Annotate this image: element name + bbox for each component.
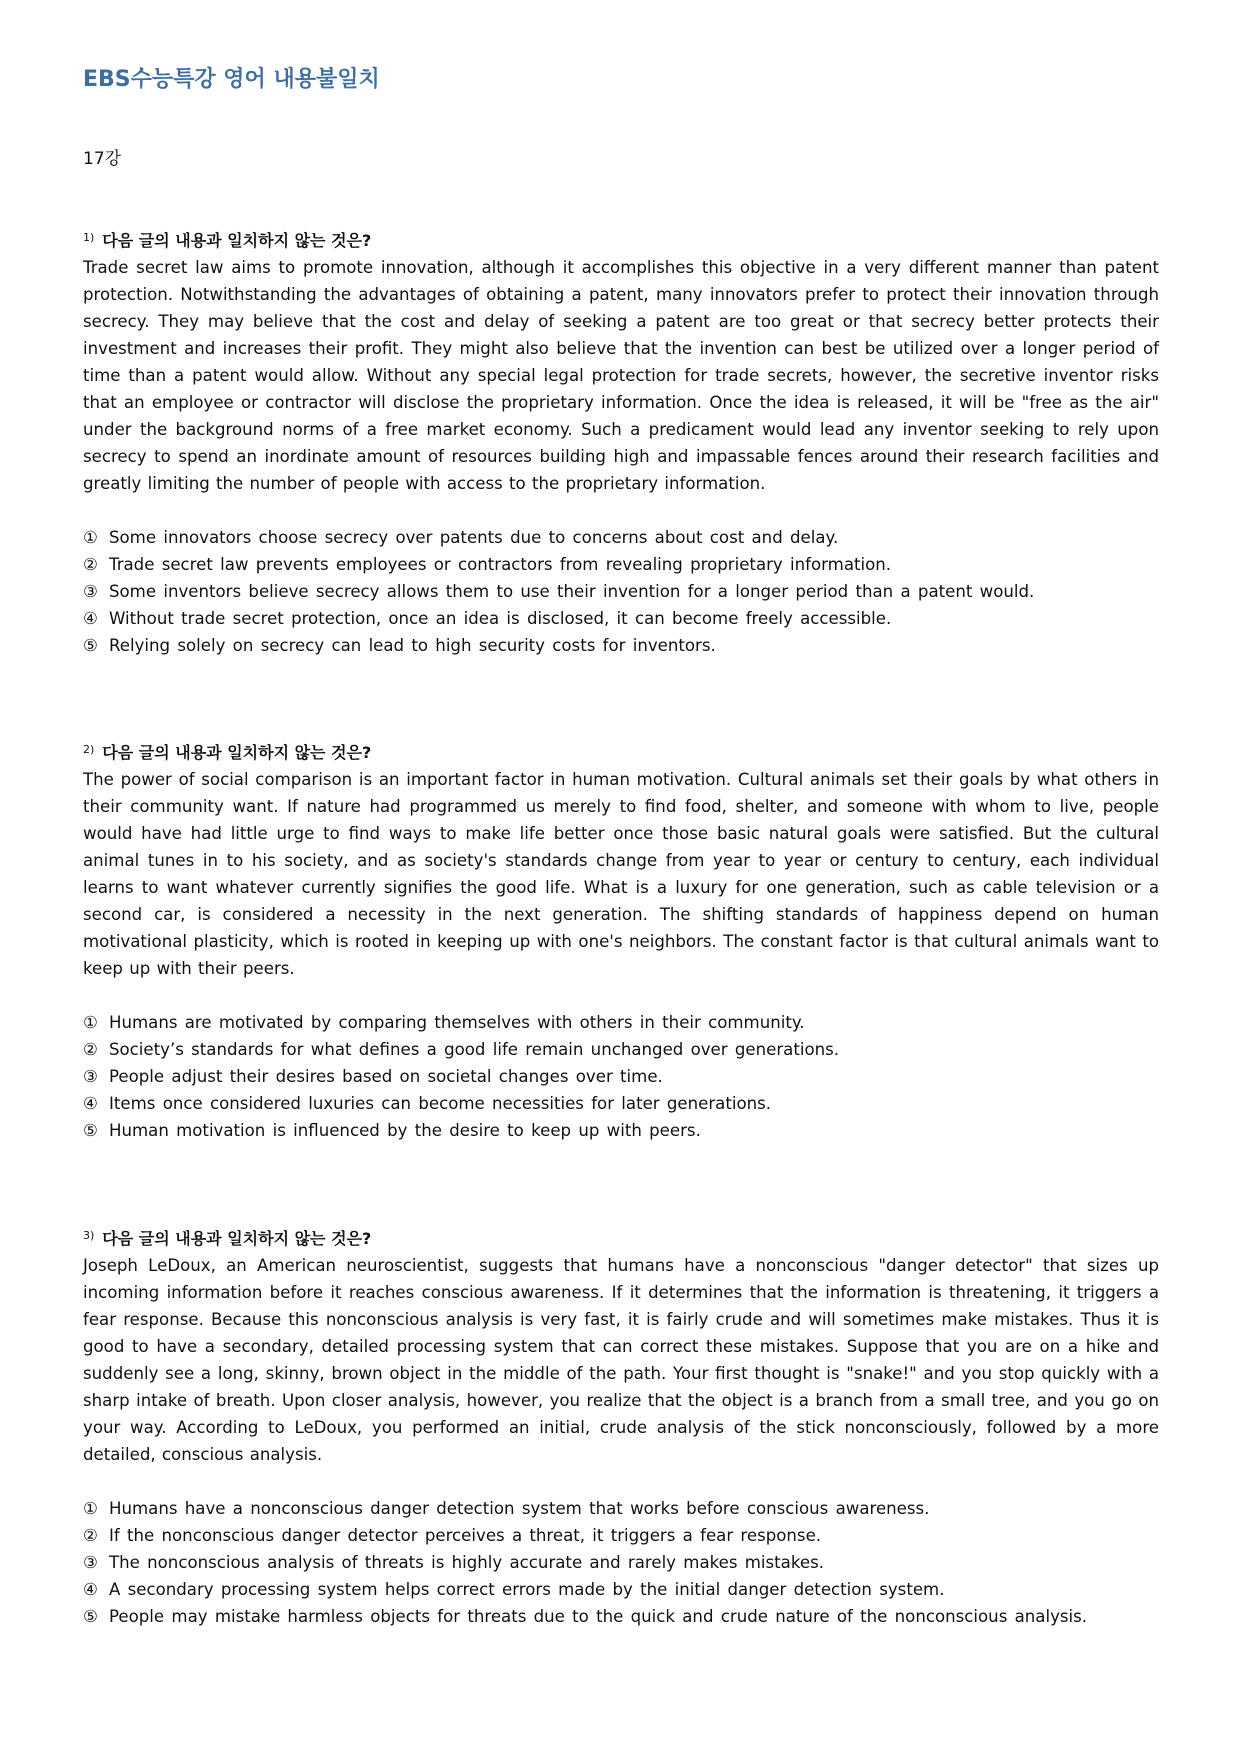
choice-text: Some inventors believe secrecy allows them to use their invention for a longer period than a patent would. bbox=[109, 582, 1035, 601]
question-number: 3) bbox=[83, 1229, 95, 1242]
answer-choices bbox=[83, 1495, 1159, 1630]
question-heading bbox=[83, 736, 1159, 766]
choice-text: Relying solely on secrecy can lead to high security costs for inventors. bbox=[109, 636, 716, 655]
choice-number: ⑤ bbox=[83, 636, 98, 655]
choice-number: ⑤ bbox=[83, 1121, 98, 1140]
choice-number: ⑤ bbox=[83, 1607, 98, 1626]
answer-choice[interactable] bbox=[83, 1009, 1159, 1036]
choice-number: ② bbox=[83, 1040, 98, 1059]
answer-choice[interactable] bbox=[83, 1063, 1159, 1090]
answer-choices bbox=[83, 524, 1159, 659]
answer-choice[interactable] bbox=[83, 1495, 1159, 1522]
choice-number: ③ bbox=[83, 1553, 98, 1572]
question-prompt: 다음 글의 내용과 일치하지 않는 것은? bbox=[102, 743, 372, 762]
choice-text: People may mistake harmless objects for threats due to the quick and crude nature of the nonconscious analysis. bbox=[109, 1607, 1088, 1626]
answer-choice[interactable] bbox=[83, 551, 1159, 578]
question-passage: Joseph LeDoux, an American neuroscientist, suggests that humans have a nonconscious "danger detector" that sizes up incoming information before it reaches conscious awareness. If it determines that the information is threatening, it triggers a fear response. Because this nonconscious analysis is very fast, it is fairly crude and will sometimes make mistakes. Thus it is good to have a secondary, detailed processing system that can correct these mistakes. Suppose that you are on a hike and suddenly see a long, skinny, brown object in the middle of the path. Your first thought is "snake!" and you stop quickly with a sharp intake of breath. Upon closer analysis, however, you realize that the object is a branch from a small tree, and you go on your way. According to LeDoux, you performed an initial, crude analysis of the stick nonconsciously, followed by a more detailed, conscious analysis. bbox=[83, 1256, 1159, 1464]
answer-choice[interactable] bbox=[83, 1576, 1159, 1603]
choice-number: ② bbox=[83, 555, 98, 574]
question-heading bbox=[83, 1222, 1159, 1252]
choice-number: ② bbox=[83, 1526, 98, 1545]
choice-text: Humans are motivated by comparing themselves with others in their community. bbox=[109, 1013, 805, 1032]
choice-number: ① bbox=[83, 1499, 98, 1518]
answer-choices bbox=[83, 1009, 1159, 1144]
choice-text: Trade secret law prevents employees or contractors from revealing proprietary information. bbox=[109, 555, 892, 574]
choice-number: ① bbox=[83, 528, 98, 547]
answer-choice[interactable] bbox=[83, 1522, 1159, 1549]
choice-text: People adjust their desires based on societal changes over time. bbox=[109, 1067, 663, 1086]
answer-choice[interactable] bbox=[83, 1603, 1159, 1630]
choice-text: Human motivation is influenced by the desire to keep up with peers. bbox=[109, 1121, 701, 1140]
answer-choice[interactable] bbox=[83, 1090, 1159, 1117]
answer-choice[interactable] bbox=[83, 1549, 1159, 1576]
question-1 bbox=[83, 224, 1159, 659]
choice-text: A secondary processing system helps correct errors made by the initial danger detection system. bbox=[109, 1580, 945, 1599]
choice-text: Society’s standards for what defines a good life remain unchanged over generations. bbox=[109, 1040, 840, 1059]
question-number: 1) bbox=[83, 231, 95, 244]
choice-number: ③ bbox=[83, 582, 98, 601]
choice-number: ① bbox=[83, 1013, 98, 1032]
choice-number: ④ bbox=[83, 1580, 98, 1599]
answer-choice[interactable] bbox=[83, 578, 1159, 605]
question-heading bbox=[83, 224, 1159, 254]
question-number: 2) bbox=[83, 743, 95, 756]
choice-number: ④ bbox=[83, 1094, 98, 1113]
document-title: EBS수능특강 영어 내용불일치 bbox=[83, 67, 380, 92]
answer-choice[interactable] bbox=[83, 632, 1159, 659]
choice-text: Humans have a nonconscious danger detection system that works before conscious awareness. bbox=[109, 1499, 930, 1518]
choice-number: ④ bbox=[83, 609, 98, 628]
question-passage: Trade secret law aims to promote innovation, although it accomplishes this objective in a very different manner than patent protection. Notwithstanding the advantages of obtaining a patent, many innovators prefer to protect their innovation through secrecy. They may believe that the cost and delay of seeking a patent are too great or that secrecy better protects their investment and increases their profit. They might also believe that the invention can best be utilized over a longer period of time than a patent would allow. Without any special legal protection for trade secrets, however, the secretive inventor risks that an employee or contractor will disclose the proprietary information. Once the idea is released, it will be "free as the air" under the background norms of a free market economy. Such a predicament would lead any inventor seeking to rely upon secrecy to spend an inordinate amount of resources building high and impassable fences around their research facilities and greatly limiting the number of people with access to the proprietary information. bbox=[83, 258, 1159, 493]
lesson-label: 17강 bbox=[83, 149, 122, 169]
answer-choice[interactable] bbox=[83, 1117, 1159, 1144]
answer-choice[interactable] bbox=[83, 605, 1159, 632]
question-2 bbox=[83, 736, 1159, 1144]
choice-text: Some innovators choose secrecy over patents due to concerns about cost and delay. bbox=[109, 528, 839, 547]
choice-text: Without trade secret protection, once an idea is disclosed, it can become freely accessible. bbox=[109, 609, 892, 628]
answer-choice[interactable] bbox=[83, 524, 1159, 551]
choice-text: The nonconscious analysis of threats is highly accurate and rarely makes mistakes. bbox=[109, 1553, 824, 1572]
answer-choice[interactable] bbox=[83, 1036, 1159, 1063]
choice-number: ③ bbox=[83, 1067, 98, 1086]
question-prompt: 다음 글의 내용과 일치하지 않는 것은? bbox=[102, 231, 372, 250]
question-3 bbox=[83, 1222, 1159, 1630]
question-prompt: 다음 글의 내용과 일치하지 않는 것은? bbox=[102, 1229, 372, 1248]
question-passage: The power of social comparison is an important factor in human motivation. Cultural animals set their goals by what others in their community want. If nature had programmed us merely to find food, shelter, and someone with whom to live, people would have had little urge to find ways to make life better once those basic natural goals were satisfied. But the cultural animal tunes in to his society, and as society's standards change from year to year or century to century, each individual learns to want whatever currently signifies the good life. What is a luxury for one generation, such as cable television or a second car, is considered a necessity in the next generation. The shifting standards of happiness depend on human motivational plasticity, which is rooted in keeping up with one's neighbors. The constant factor is that cultural animals want to keep up with their peers. bbox=[83, 770, 1159, 978]
choice-text: If the nonconscious danger detector perceives a threat, it triggers a fear response. bbox=[109, 1526, 822, 1545]
choice-text: Items once considered luxuries can become necessities for later generations. bbox=[109, 1094, 772, 1113]
